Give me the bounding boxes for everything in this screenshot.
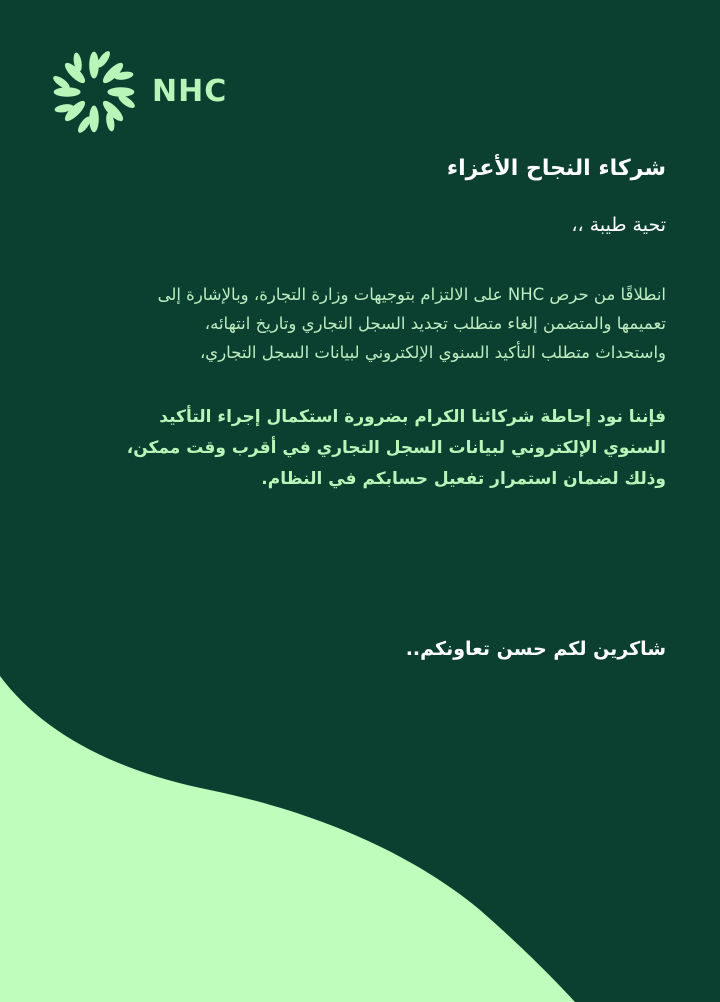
leaf-wreath-icon bbox=[46, 44, 142, 140]
request-paragraph bbox=[46, 402, 666, 495]
request-line: السنوي الإلكتروني لبيانات السجل التجاري في أقرب وقت ممكن، bbox=[126, 438, 666, 458]
nhc-logo bbox=[46, 44, 256, 140]
intro-paragraph bbox=[46, 280, 666, 367]
brand-name: NHC bbox=[152, 74, 228, 109]
intro-line: تعميمها والمتضمن إلغاء متطلب تجديد السجل التجاري وتاريخ انتهائه، bbox=[204, 314, 666, 333]
intro-line: انطلاقًا من حرص NHC على الالتزام بتوجيهات وزارة التجارة، وبالإشارة إلى bbox=[157, 285, 666, 304]
letter-greeting: تحية طيبة ،، bbox=[571, 214, 666, 236]
closing-thanks: شاكرين لكم حسن تعاونكم.. bbox=[405, 638, 666, 660]
request-line: فإننا نود إحاطة شركائنا الكرام بضرورة استكمال إجراء التأكيد bbox=[159, 407, 666, 427]
letter-title: شركاء النجاح الأعزاء bbox=[446, 156, 666, 181]
intro-line: واستحداث متطلب التأكيد السنوي الإلكتروني لبيانات السجل التجاري، bbox=[199, 343, 666, 362]
request-line: وذلك لضمان استمرار تفعيل حسابكم في النظام. bbox=[261, 469, 666, 489]
